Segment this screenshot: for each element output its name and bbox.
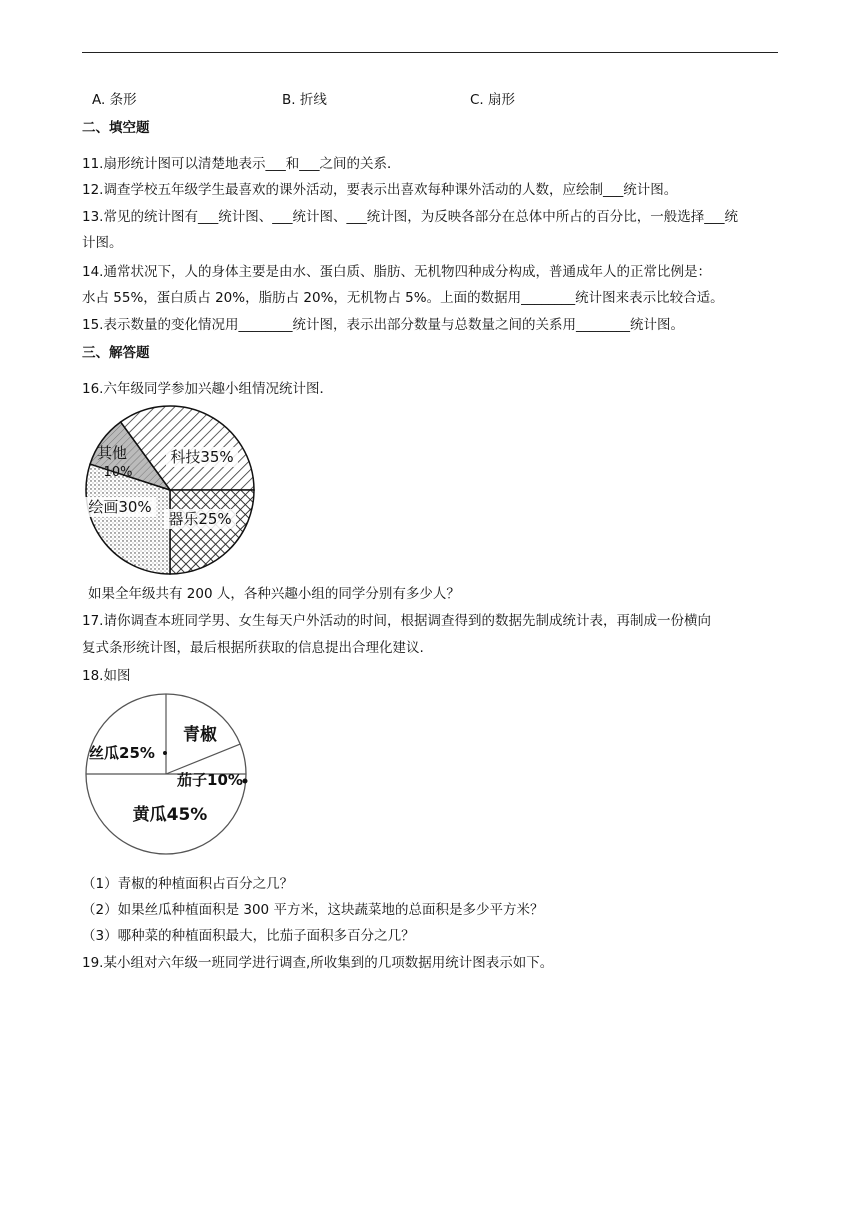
question-18-title: 18.如图: [82, 668, 131, 684]
pie1-label-2: 器乐25%: [168, 510, 232, 528]
question-12: 12.调查学校五年级学生最喜欢的课外活动，要表示出喜欢每种课外活动的人数，应绘制___统计图。: [82, 182, 678, 198]
question-18-sub3: （3）哪种菜的种植面积最大，比茄子面积多百分之几？: [82, 928, 415, 944]
pie1-label-3: 绘画30%: [88, 498, 152, 516]
pie1-slice-2: [170, 490, 254, 574]
header-rule: [82, 52, 778, 53]
pie2-label-4: 丝瓜25%: [89, 744, 155, 762]
question-17-line2: 复式条形统计图，最后根据所获取的信息提出合理化建议.: [82, 640, 424, 656]
question-16-title: 16.六年级同学参加兴趣小组情况统计图．: [82, 381, 333, 397]
option-b: B. 折线: [282, 92, 327, 108]
question-15: 15.表示数量的变化情况用________统计图，表示出部分数量与总数量之间的关系用________统计图。: [82, 317, 684, 333]
pie1-label-4: 其他: [96, 444, 128, 462]
question-18-sub1: （1）青椒的种植面积占百分之几？: [82, 876, 294, 892]
option-a: A. 条形: [92, 92, 137, 108]
question-14-line2: 水占 55%，蛋白质占 20%，脂肪占 20%，无机物占 5%。上面的数据用________统计图来表示比较合适。: [82, 290, 724, 306]
section-answer-title: 三、解答题: [82, 345, 150, 361]
question-19: 19.某小组对六年级一班同学进行调查,所收集到的几项数据用统计图表示如下。: [82, 955, 554, 971]
question-17-line1: 17.请你调查本班同学男、女生每天户外活动的时间，根据调查得到的数据先制成统计表，再制成一份横向: [82, 613, 711, 629]
pie2-label-2: 茄子10%: [177, 771, 243, 789]
question-13-line1: 13.常见的统计图有___统计图、___统计图、___统计图，为反映各部分在总体中所占的百分比，一般选择___统: [82, 209, 738, 225]
option-c: C. 扇形: [470, 92, 516, 108]
question-11: 11.扇形统计图可以清楚地表示___和___之间的关系．: [82, 156, 401, 172]
pie1-label-1: 科技35%: [170, 448, 234, 466]
question-16-prompt: 如果全年级共有 200 人，各种兴趣小组的同学分别有多少人？: [88, 586, 460, 602]
section-fill-in-title: 二、填空题: [82, 120, 150, 136]
pie1-label-value-4: 10%: [103, 465, 133, 480]
question-18-sub2: （2）如果丝瓜种植面积是 300 平方米，这块蔬菜地的总面积是多少平方米？: [82, 902, 544, 918]
pie2-marker-dot: [243, 779, 248, 784]
question-14-line1: 14.通常状况下，人的身体主要是由水、蛋白质、脂肪、无机物四种成分构成，普通成年人的正常比例是：: [82, 264, 711, 280]
question-13-line2: 计图。: [82, 235, 123, 251]
vegetable-pie-chart: [82, 692, 262, 862]
pie2-center-dot: [163, 751, 167, 755]
pie2-label-1: 青椒: [183, 725, 217, 745]
pie2-label-3: 黄瓜45%: [132, 805, 208, 825]
interest-group-pie-chart: [82, 400, 262, 580]
